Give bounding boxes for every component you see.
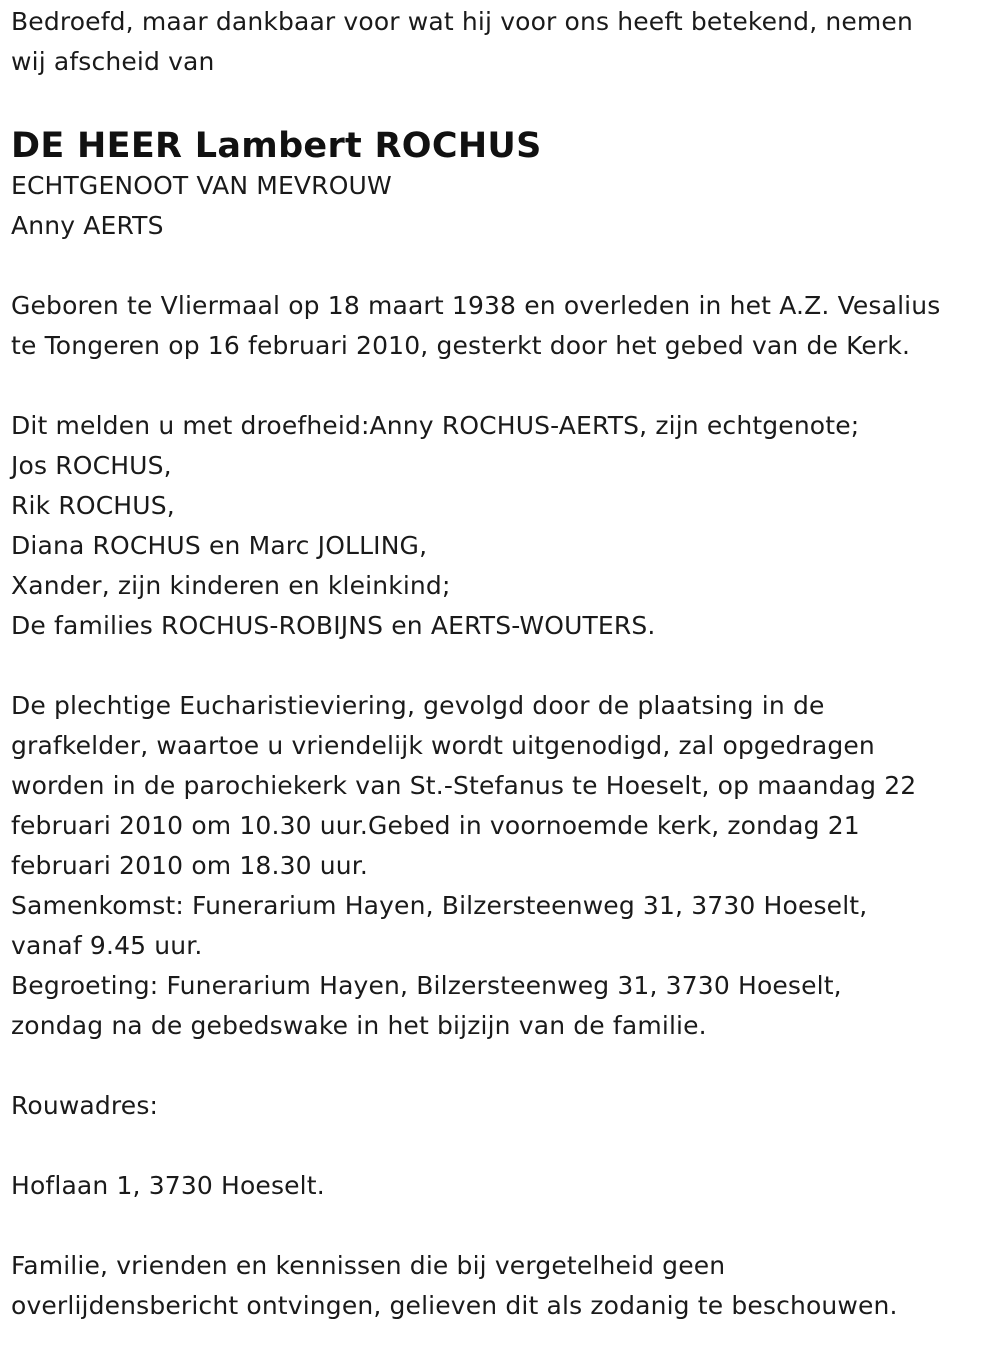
ceremony-line: Begroeting: Funerarium Hayen, Bilzersteenweg 31, 3730 Hoeselt, (11, 971, 842, 1000)
ceremony-line: februari 2010 om 18.30 uur. (11, 851, 369, 880)
family-line: Xander, zijn kinderen en kleinkind; (11, 571, 451, 600)
mourning-address: Hoflaan 1, 3730 Hoeselt. (11, 1171, 325, 1200)
ceremony-line: De plechtige Eucharistieviering, gevolgd door de plaatsing in de (11, 691, 825, 720)
intro-line: Bedroefd, maar dankbaar voor wat hij voor ons heeft betekend, nemen (11, 7, 913, 36)
ceremony-line: worden in de parochiekerk van St.-Stefanus te Hoeselt, op maandag 22 (11, 771, 917, 800)
ceremony-line: grafkelder, waartoe u vriendelijk wordt uitgenodigd, zal opgedragen (11, 731, 875, 760)
ceremony-text (11, 686, 986, 1046)
ceremony-line: februari 2010 om 10.30 uur.Gebed in voornoemde kerk, zondag 21 (11, 811, 860, 840)
spacer (11, 366, 986, 406)
spacer (11, 246, 986, 286)
spacer (11, 1126, 986, 1166)
birth-death-line: te Tongeren op 16 februari 2010, gesterkt door het gebed van de Kerk. (11, 331, 911, 360)
closing-text (11, 1246, 986, 1326)
deceased-name: DE HEER Lambert ROCHUS (11, 126, 542, 166)
closing-line: Familie, vrienden en kennissen die bij vergetelheid geen (11, 1251, 726, 1280)
obituary-notice (11, 2, 986, 1326)
family-line: Rik ROCHUS, (11, 491, 175, 520)
ceremony-line: vanaf 9.45 uur. (11, 931, 203, 960)
closing-line: overlijdensbericht ontvingen, gelieven dit als zodanig te beschouwen. (11, 1291, 898, 1320)
intro-text (11, 2, 986, 82)
ceremony-line: Samenkomst: Funerarium Hayen, Bilzersteenweg 31, 3730 Hoeselt, (11, 891, 868, 920)
intro-line: wij afscheid van (11, 47, 215, 76)
birth-death-text (11, 286, 986, 366)
ceremony-line: zondag na de gebedswake in het bijzijn van de familie. (11, 1011, 707, 1040)
birth-death-line: Geboren te Vliermaal op 18 maart 1938 en overleden in het A.Z. Vesalius (11, 291, 941, 320)
spacer (11, 646, 986, 686)
spouse-title: ECHTGENOOT VAN MEVROUW (11, 171, 392, 200)
family-line: De families ROCHUS-ROBIJNS en AERTS-WOUTERS. (11, 611, 656, 640)
mourning-address-label: Rouwadres: (11, 1091, 159, 1120)
spacer (11, 1046, 986, 1086)
family-list (11, 406, 986, 646)
spouse-name: Anny AERTS (11, 211, 164, 240)
family-line: Dit melden u met droefheid:Anny ROCHUS-AERTS, zijn echtgenote; (11, 411, 860, 440)
family-line: Diana ROCHUS en Marc JOLLING, (11, 531, 428, 560)
family-line: Jos ROCHUS, (11, 451, 172, 480)
spacer (11, 1206, 986, 1246)
